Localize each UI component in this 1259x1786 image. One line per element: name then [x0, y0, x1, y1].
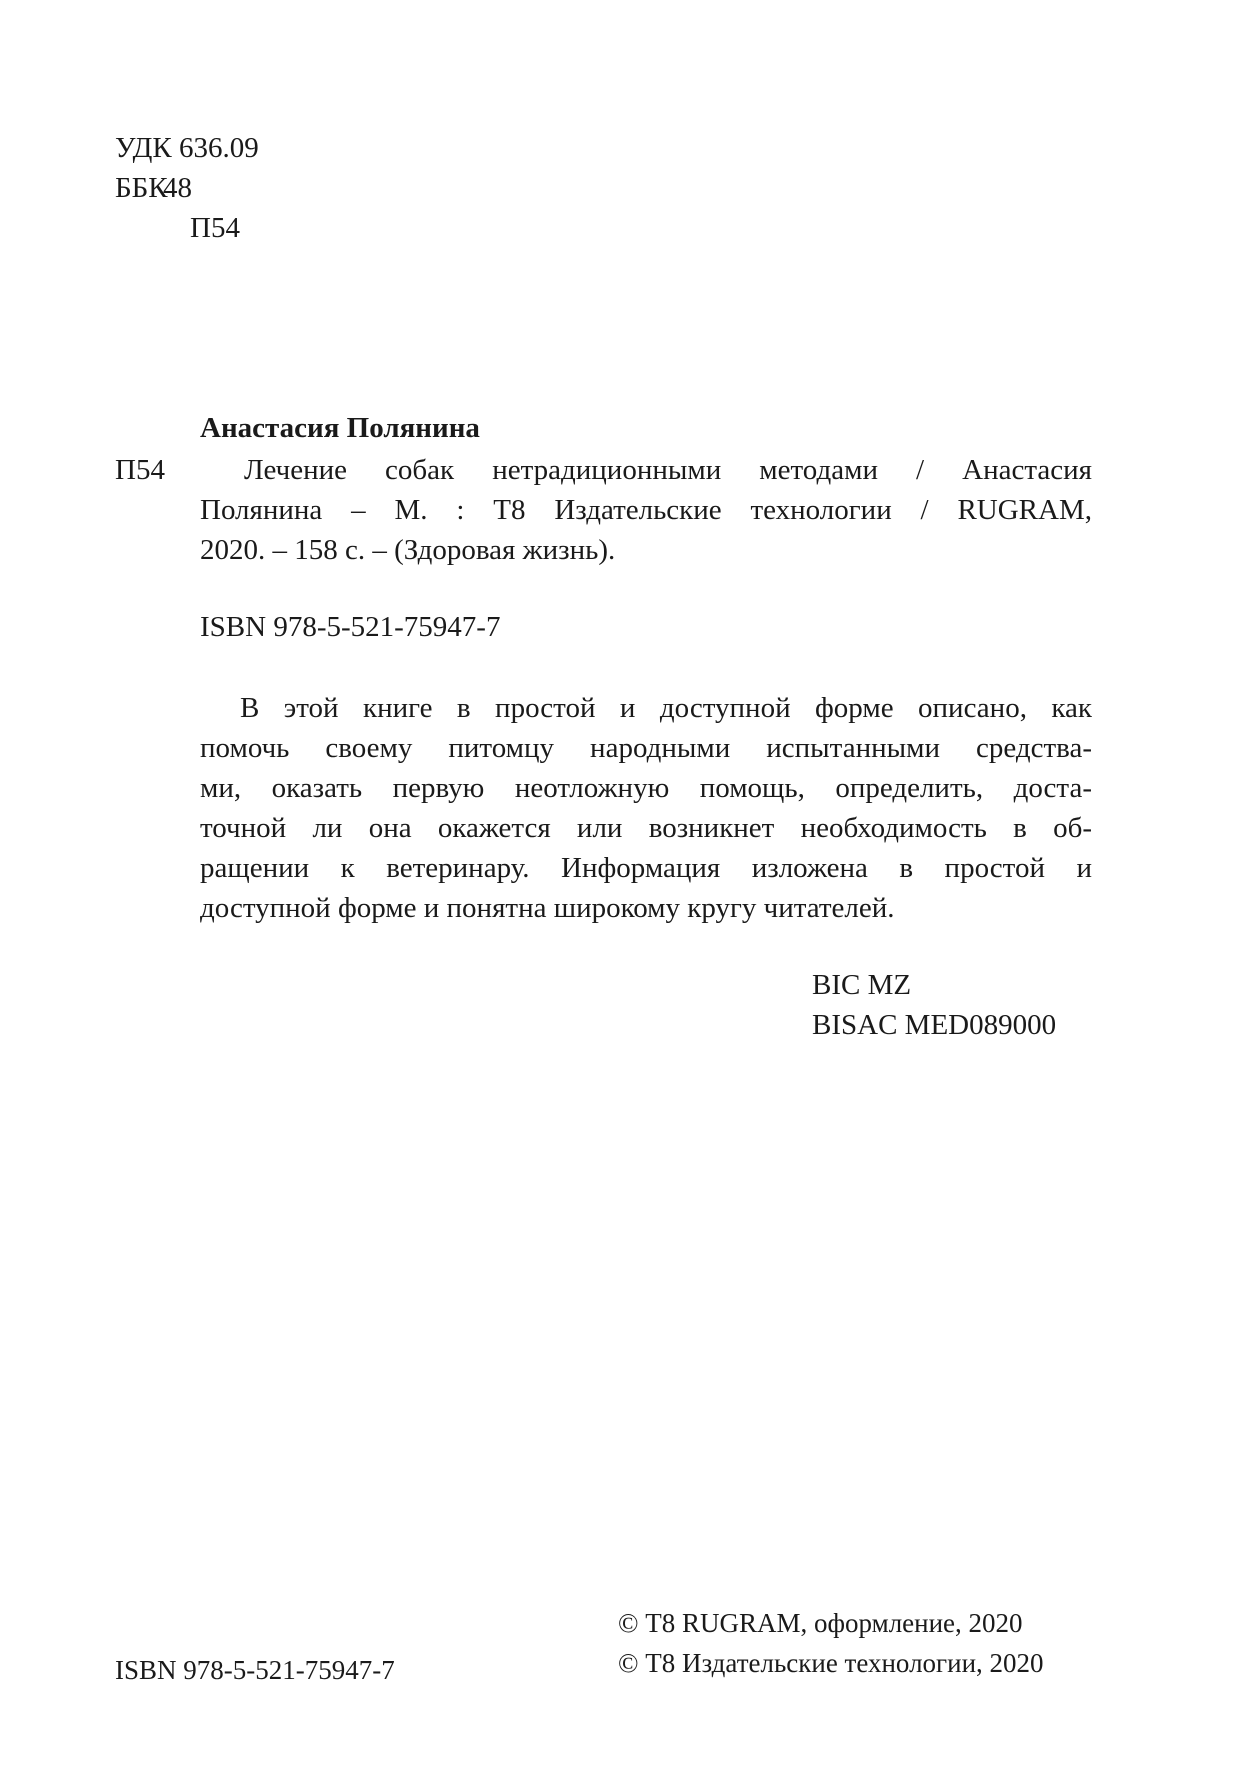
annotation-line: помочь своему питомцу народными испытанными средства- [200, 732, 1092, 764]
annotation-line: ращении к ветеринару. Информация изложена в простой и [200, 852, 1092, 884]
bbk-label: ББК [115, 172, 168, 204]
entry-author-code: П54 [115, 454, 165, 486]
copyright-publisher: © Т8 Издательские технологии, 2020 [618, 1648, 1044, 1678]
annotation-line: точной ли она окажется или возникнет необходимость в об- [200, 812, 1092, 844]
isbn: ISBN 978-5-521-75947-7 [200, 611, 501, 643]
bic-code: BIC MZ [812, 969, 912, 1001]
bibliography-line: Полянина – М. : Т8 Издательские технологии / RUGRAM, [200, 494, 1092, 526]
bbk-value: 48 [163, 172, 192, 204]
author-sign-code: П54 [190, 212, 240, 244]
bibliography-line: Лечение собак нетрадиционными методами / Анастасия [244, 454, 1092, 486]
bibliography-line: 2020. – 158 с. – (Здоровая жизнь). [200, 534, 616, 566]
bisac-code: BISAC MED089000 [812, 1009, 1057, 1041]
annotation-line: доступной форме и понятна широкому кругу читателей. [200, 892, 895, 924]
copyright-design: © Т8 RUGRAM, оформление, 2020 [618, 1608, 1023, 1638]
author-name: Анастасия Полянина [200, 412, 480, 444]
footer-isbn: ISBN 978-5-521-75947-7 [115, 1655, 395, 1685]
annotation-line: ми, оказать первую неотложную помощь, определить, доста- [200, 772, 1092, 804]
udk-code: УДК 636.09 [115, 132, 259, 164]
annotation-line: В этой книге в простой и доступной форме описано, как [240, 692, 1092, 724]
